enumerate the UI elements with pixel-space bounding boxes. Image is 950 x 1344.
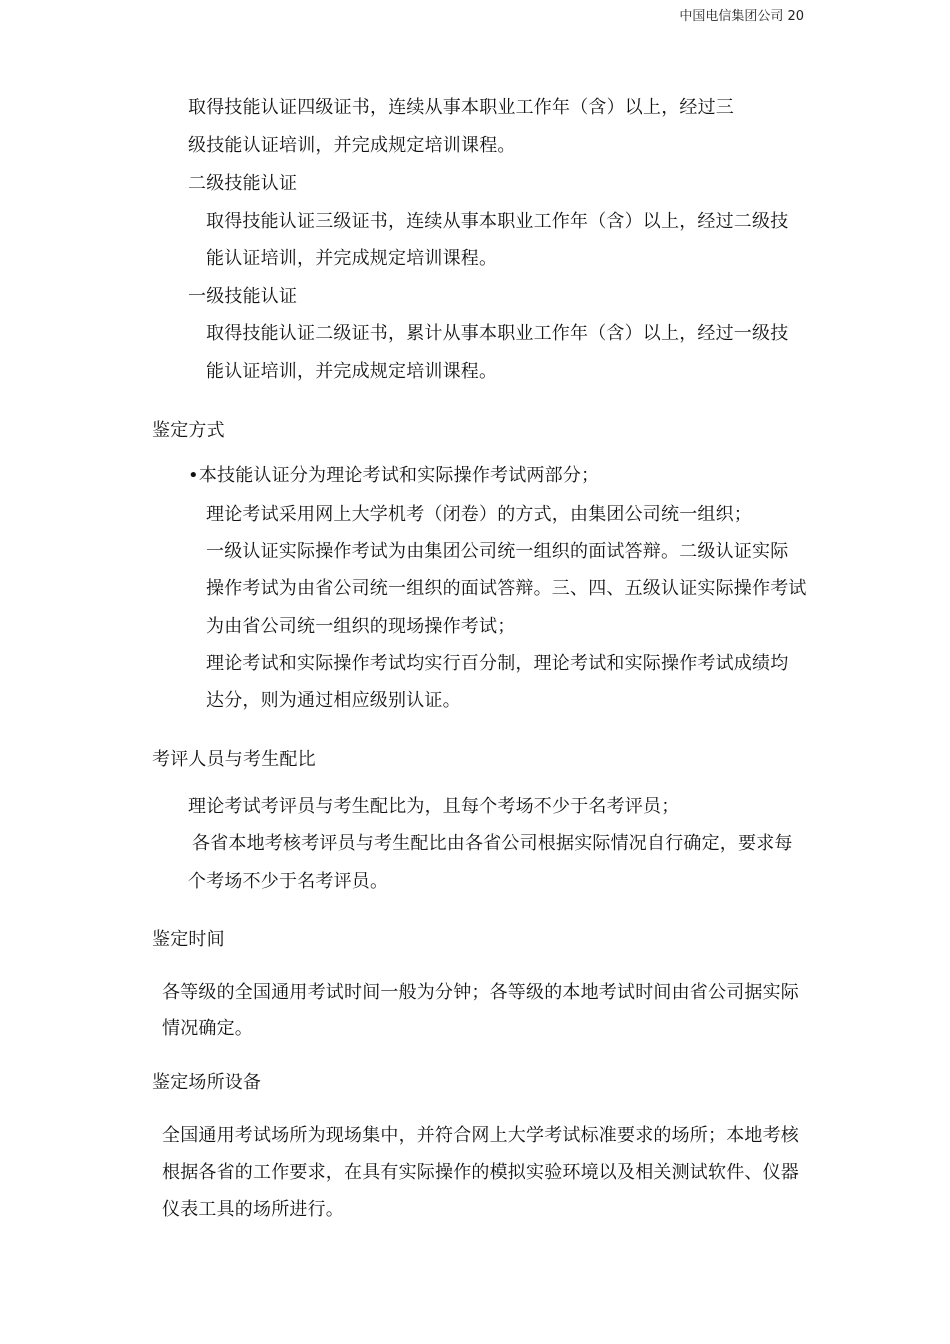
body-line: 根据各省的工作要求，在具有实际操作的模拟实验环境以及相关测试软件、仪器 [162,1162,799,1183]
body-line: 理论考试考评员与考生配比为，且每个考场不少于名考评员； [188,796,680,817]
body-line: 理论考试和实际操作考试均实行百分制，理论考试和实际操作考试成绩均 [206,653,789,674]
body-line: 操作考试为由省公司统一组织的面试答辩。三、四、五级认证实际操作考试 [206,578,807,599]
body-line: 取得技能认证二级证书，累计从事本职业工作年（含）以上，经过一级技 [206,323,789,344]
body-line: 理论考试采用网上大学机考（闭卷）的方式，由集团公司统一组织； [206,504,752,525]
body-line: 取得技能认证四级证书，连续从事本职业工作年（含）以上，经过三 [188,97,734,118]
body-line: 仪表工具的场所进行。 [162,1199,344,1220]
body-line: •本技能认证分为理论考试和实际操作考试两部分； [188,465,600,486]
body-line: 能认证培训，并完成规定培训课程。 [206,361,498,382]
body-line: 能认证培训，并完成规定培训课程。 [206,248,498,269]
subheading: 一级技能认证 [188,286,298,307]
body-line: 个考场不少于名考评员。 [188,871,389,892]
section-heading: 鉴定场所设备 [152,1072,262,1093]
body-line: 各省本地考核考评员与考生配比由各省公司根据实际情况自行确定，要求每 [192,833,793,854]
subheading: 二级技能认证 [188,173,298,194]
body-line: 为由省公司统一组织的现场操作考试； [206,616,516,637]
section-heading: 鉴定时间 [152,929,225,950]
body-line: 一级认证实际操作考试为由集团公司统一组织的面试答辩。二级认证实际 [206,541,789,562]
section-heading: 考评人员与考生配比 [152,749,316,770]
page-header: 中国电信集团公司 20 [679,9,804,24]
section-heading: 鉴定方式 [152,420,225,441]
body-line: 取得技能认证三级证书，连续从事本职业工作年（含）以上，经过二级技 [206,211,789,232]
body-line: 各等级的全国通用考试时间一般为分钟；各等级的本地考试时间由省公司据实际 [162,982,799,1003]
body-line: 全国通用考试场所为现场集中，并符合网上大学考试标准要求的场所；本地考核 [162,1125,799,1146]
body-line: 达分，则为通过相应级别认证。 [206,690,461,711]
body-line: 级技能认证培训，并完成规定培训课程。 [188,135,516,156]
body-line: 情况确定。 [162,1018,253,1039]
